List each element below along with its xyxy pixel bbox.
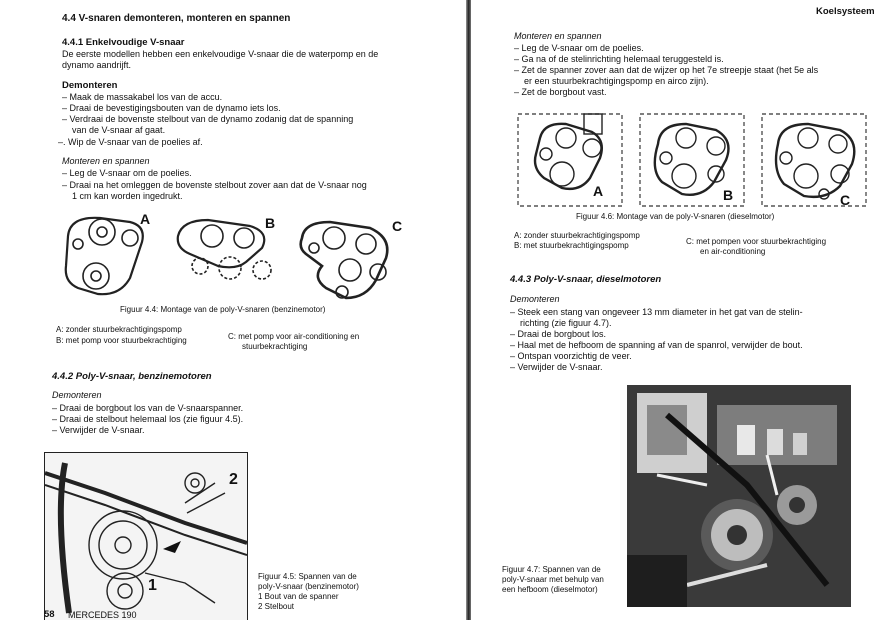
heading-monteren-1: Monteren en spannen [62,156,150,166]
diesel-layout-c [762,114,866,206]
fig44-legend-c: C: met pomp voor air-conditioning en [228,332,360,341]
list-item: – Draai de stelbout helemaal los (zie figuur 4.5). [52,414,244,424]
fig46-letter-a: A [593,183,604,199]
belt-layout-a [66,218,143,294]
footer-page-number: 58 [44,609,55,620]
list-item-cont: van de V-snaar af gaat. [72,125,166,135]
fig47-caption-2: poly-V-snaar met behulp van [502,575,604,584]
running-header: Koelsysteem [816,6,875,17]
diesel-layout-a [518,114,622,206]
fig46-legend-b: B: met stuurbekrachtigingspomp [514,241,629,250]
list-item: – Leg de V-snaar om de poelies. [62,168,192,178]
fig45-drawing [44,452,248,620]
list-item: – Haal met de hefboom de spanning af van de spanrol, verwijder de bout. [510,340,803,350]
belt-layout-b [178,220,271,279]
list-item: – Draai de bevestigingsbouten van de dynamo iets los. [62,103,281,113]
fig44-belt-diagram [50,208,420,308]
fig46-legend-a: A: zonder stuurbekrachtigingspomp [514,231,640,240]
list-item: –. Wip de V-snaar van de poelies af. [58,137,203,147]
fig47-engine-photo [627,385,851,607]
heading-demonteren: Demonteren [510,294,560,304]
fig44-caption: Figuur 4.4: Montage van de poly-V-snaren (benzinemotor) [120,305,326,314]
belt-layout-c [301,222,388,298]
fig46-legend-c-cont: en air-conditioning [700,247,766,256]
fig47-caption-3: een hefboom (dieselmotor) [502,585,598,594]
fig45-caption-1: Figuur 4.5: Spannen van de [258,572,357,581]
fig44-letter-c: C [392,218,403,234]
list-item: – Verdraai de bovenste stelbout van de dynamo zodanig dat de spanning [62,114,354,124]
heading-monteren: Monteren en spannen [514,31,602,41]
fig44-legend-b: B: met pomp voor stuurbekrachtiging [56,336,187,345]
list-item-cont: richting (zie figuur 4.7). [520,318,612,328]
fig44-legend-c-cont: stuurbekrachtiging [242,342,308,351]
list-item: – Ontspan voorzichtig de veer. [510,351,632,361]
fig44-legend-a: A: zonder stuurbekrachtigingspomp [56,325,182,334]
subsection-title-442: 4.4.2 Poly-V-snaar, benzinemotoren [52,371,212,382]
fig45-callout-1: 1 [148,577,157,594]
list-item: – Ga na of de stelinrichting helemaal teruggesteld is. [514,54,724,64]
subsection-title-443: 4.4.3 Poly-V-snaar, dieselmotoren [510,274,662,285]
list-item: – Zet de spanner zover aan dat de wijzer op het 7e streepje staat (het 5e als [514,65,819,75]
fig46-caption: Figuur 4.6: Montage van de poly-V-snaren (dieselmotor) [576,212,775,221]
list-item: – Verwijder de V-snaar. [510,362,603,372]
list-item: – Draai de borgbout los. [510,329,607,339]
list-item: – Leg de V-snaar om de poelies. [514,43,644,53]
fig46-letter-c: C [840,192,851,208]
intro-line-1: De eerste modellen hebben een enkelvoudige V-snaar die de waterpomp en de [62,49,379,59]
list-item: – Draai na het omleggen de bovenste stelbout zover aan dat de V-snaar nog [62,180,367,190]
list-item: – Draai de borgbout los van de V-snaarspanner. [52,403,244,413]
fig45-caption-4: 2 Stelbout [258,602,295,611]
heading-demonteren-2: Demonteren [52,390,102,400]
fig45-illustration [45,453,247,620]
list-item: – Verwijder de V-snaar. [52,425,145,435]
fig45-caption-2: poly-V-snaar (benzinemotor) [258,582,359,591]
list-item: – Zet de borgbout vast. [514,87,607,97]
list-item: – Steek een stang van ongeveer 13 mm diameter in het gat van de stelin- [510,307,803,317]
list-item-cont: 1 cm kan worden ingedrukt. [72,191,183,201]
fig44-letter-b: B [265,215,276,231]
fig46-belt-diagram [510,108,874,210]
subsection-title-441: 4.4.1 Enkelvoudige V-snaar [62,37,185,48]
fig45-arrow [163,541,181,553]
fig44-letter-a: A [140,211,151,227]
fig45-caption-3: 1 Bout van de spanner [258,592,339,601]
fig47-caption-1: Figuur 4.7: Spannen van de [502,565,601,574]
fig47-photo [627,385,851,607]
section-title: 4.4 V-snaren demonteren, monteren en spannen [62,13,291,24]
fig46-letter-b: B [723,187,734,203]
list-item-cont: er een stuurbekrachtigingspomp en airco zijn). [524,76,709,86]
list-item: – Maak de massakabel los van de accu. [62,92,223,102]
heading-demonteren-1: Demonteren [62,80,118,91]
footer-title: MERCEDES 190 [68,610,137,620]
fig45-callout-2: 2 [229,471,238,488]
fig46-legend-c: C: met pompen voor stuurbekrachtiging [686,237,827,246]
right-page [470,0,877,620]
intro-line-2: dynamo aandrijft. [62,60,132,70]
